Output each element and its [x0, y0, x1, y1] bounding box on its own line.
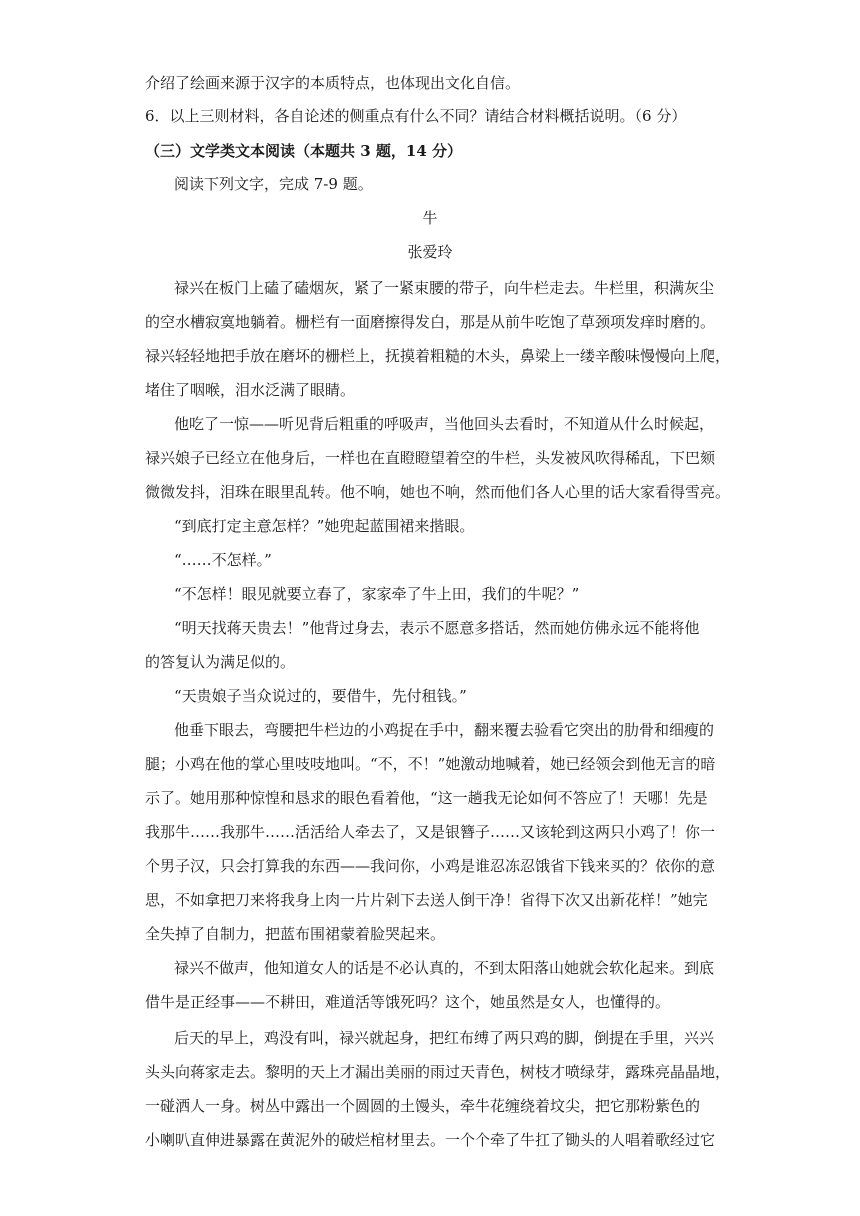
text-line: 个男子汉，只会打算我的东西——我问你，小鸡是谁忍冻忍饿省下钱来买的？依你的意 [145, 857, 716, 875]
story-title: 牛 [422, 209, 438, 227]
text-line: 头头向蒋家走去。黎明的天上才漏出美丽的雨过天青色，树枝才喷绿芽，露珠亮晶晶地， [145, 1063, 731, 1081]
text-line: 小喇叭直伸进暴露在黄泥外的破烂棺材里去。一个个牵了牛扛了锄头的人唱着歌经过它 [145, 1131, 716, 1149]
text-line: 堵住了咽喉，泪水泛满了眼睛。 [145, 381, 356, 399]
text-line: 他吃了一惊——听见背后粗重的呼吸声，当他回头去看时，不知道从什么时候起， [174, 415, 715, 433]
text-line: 借牛是正经事——不耕田，难道活等饿死吗？这个，她虽然是女人，也懂得的。 [145, 993, 671, 1011]
text-line: 禄兴在板门上磕了磕烟灰，紧了一紧束腰的带子，向牛栏走去。牛栏里，积满灰尘 [174, 279, 715, 297]
text-line: 的空水槽寂寞地躺着。栅栏有一面磨擦得发白，那是从前牛吃饱了草颈项发痒时磨的。 [145, 313, 716, 331]
text-line: 禄兴娘子已经立在他身后，一样也在直瞪瞪望着空的牛栏，头发被风吹得稀乱，下巴颏 [145, 449, 716, 467]
text-line: 腿；小鸡在他的掌心里吱吱地叫。“不，不！”她激动地喊着，她已经领会到他无言的暗 [145, 755, 716, 773]
text-line: 介绍了绘画来源于汉字的本质特点，也体现出文化自信。 [145, 74, 521, 92]
text-line: 禄兴轻轻地把手放在磨坏的栅栏上，抚摸着粗糙的木头，鼻梁上一缕辛酸味慢慢向上爬， [145, 347, 731, 365]
text-line: 禄兴不做声，他知道女人的话是不必认真的，不到太阳落山她就会软化起来。到底 [174, 959, 715, 977]
story-author: 张爱玲 [407, 243, 453, 261]
text-line: 一碰洒人一身。树丛中露出一个圆圆的土馒头，牵牛花缠绕着坟尖，把它那粉紫色的 [145, 1097, 701, 1115]
text-line: 全失掉了自制力，把蓝布围裙蒙着脸哭起来。 [145, 925, 446, 943]
text-line: “到底打定主意怎样？”她兜起蓝围裙来揩眼。 [174, 517, 475, 535]
text-line: 他垂下眼去，弯腰把牛栏边的小鸡捉在手中，翻来覆去验看它突出的肋骨和细瘦的 [174, 721, 715, 739]
text-line: “天贵娘子当众说过的，要借牛，先付租钱。” [174, 687, 467, 705]
section-heading: （三）文学类文本阅读（本题共 3 题，14 分） [145, 142, 462, 160]
text-line: 的答复认为满足似的。 [145, 653, 296, 671]
text-line: 微微发抖，泪珠在眼里乱转。他不响，她也不响，然而他们各人心里的话大家看得雪亮。 [145, 483, 731, 501]
text-line: “明天找蒋天贵去！”他背过身去，表示不愿意多搭话，然而她仿佛永远不能将他 [174, 619, 700, 637]
text-line: 思，不如拿把刀来将我身上肉一片片剁下去送人倒干净！省得下次又出新花样！”她完 [145, 891, 708, 909]
question-6: 6．以上三则材料，各自论述的侧重点有什么不同？请结合材料概括说明。（6 分） [145, 107, 687, 125]
reading-instruction: 阅读下列文字，完成 7-9 题。 [174, 175, 373, 193]
text-line: 示了。她用那种惊惶和恳求的眼色看着他，“这一趟我无论如何不答应了！天哪！先是 [145, 789, 708, 807]
text-line: “……不怎样。” [174, 551, 272, 569]
text-line: “不怎样！眼见就要立春了，家家牵了牛上田，我们的牛呢？” [174, 585, 580, 603]
text-line: 我那牛……我那牛……活活给人牵去了，又是银簪子……又该轮到这两只小鸡了！你一 [145, 823, 716, 841]
text-line: 后天的早上，鸡没有叫，禄兴就起身，把红布缚了两只鸡的脚，倒提在手里，兴兴 [174, 1029, 715, 1047]
